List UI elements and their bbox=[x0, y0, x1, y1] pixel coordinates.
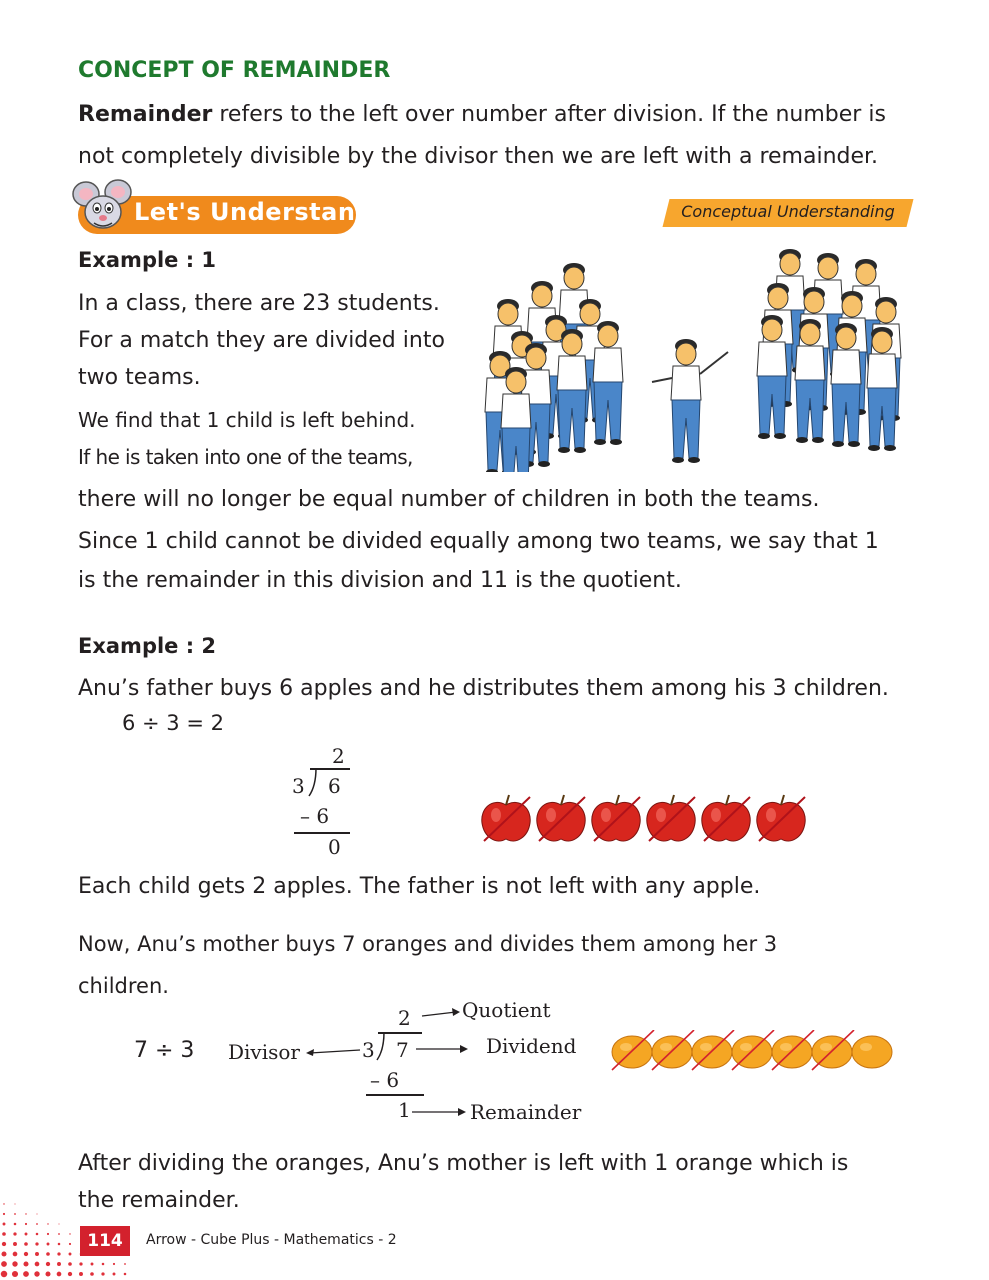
right-team-group bbox=[757, 249, 901, 451]
remainder-label: Remainder bbox=[470, 1100, 582, 1124]
orange-icon bbox=[852, 1036, 892, 1068]
divisor-arrow-icon bbox=[304, 1040, 362, 1060]
remainder-value-2: 1 bbox=[398, 1098, 411, 1122]
remainder-term: Remainder bbox=[78, 102, 213, 127]
dividend-value-2: 7 bbox=[396, 1038, 409, 1062]
divisor-label: Divisor bbox=[228, 1040, 300, 1064]
footer-book-title: Arrow - Cube Plus - Mathematics - 2 bbox=[146, 1232, 397, 1248]
apple-icon bbox=[537, 795, 585, 841]
dividend-label: Dividend bbox=[486, 1034, 577, 1058]
section-heading: CONCEPT OF REMAINDER bbox=[78, 58, 391, 83]
subtract-value-2: – 6 bbox=[370, 1068, 400, 1092]
apple-icon bbox=[757, 795, 805, 841]
apple-icon bbox=[482, 795, 530, 841]
divisor-value-2: 3 bbox=[362, 1038, 375, 1062]
example-1-line: In a class, there are 23 students. bbox=[78, 291, 440, 316]
orange-icon bbox=[692, 1030, 734, 1070]
quotient-label: Quotient bbox=[462, 998, 551, 1022]
dividend-value: 6 bbox=[328, 774, 341, 798]
remainder-arrow-icon bbox=[410, 1102, 468, 1118]
orange-icon bbox=[812, 1030, 854, 1070]
intro-line-2: not completely divisible by the divisor then we are left with a remainder. bbox=[78, 144, 879, 169]
division-bracket-icon bbox=[376, 1032, 386, 1062]
orange-icon bbox=[612, 1030, 654, 1070]
division-bracket-icon bbox=[308, 768, 318, 798]
remainder-value: 0 bbox=[328, 835, 341, 859]
example-1-line: is the remainder in this division and 11 is the quotient. bbox=[78, 568, 682, 593]
subtract-line bbox=[294, 832, 350, 834]
divisor-value: 3 bbox=[292, 774, 305, 798]
page-number-badge: 114 bbox=[80, 1226, 130, 1256]
example-1-line: If he is taken into one of the teams, bbox=[78, 445, 413, 469]
apples-row bbox=[478, 787, 808, 847]
mouse-mascot-icon bbox=[72, 178, 134, 236]
intro-line-1 bbox=[78, 96, 928, 133]
example-2-line-1: Anu’s father buys 6 apples and he distributes them among his 3 children. bbox=[78, 676, 889, 701]
lets-understand-label: Let's Understand bbox=[134, 198, 374, 226]
example-1-line: We find that 1 child is left behind. bbox=[78, 408, 416, 432]
orange-icon bbox=[772, 1030, 814, 1070]
example-1-title: Example : 1 bbox=[78, 248, 217, 272]
quotient-arrow-icon bbox=[420, 1006, 462, 1022]
quotient-value-2: 2 bbox=[398, 1006, 411, 1030]
students-illustration bbox=[472, 232, 912, 472]
left-team-group bbox=[485, 263, 623, 472]
orange-icon bbox=[732, 1030, 774, 1070]
subtract-value: – 6 bbox=[300, 804, 330, 828]
conceptual-understanding-label: Conceptual Understanding bbox=[681, 202, 895, 221]
orange-icon bbox=[652, 1030, 694, 1070]
oranges-row bbox=[608, 1030, 898, 1080]
apple-icon bbox=[702, 795, 750, 841]
example-1-line: Since 1 child cannot be divided equally among two teams, we say that 1 bbox=[78, 529, 879, 554]
example-2-line-2: Each child gets 2 apples. The father is not left with any apple. bbox=[78, 874, 761, 899]
example-2-title: Example : 2 bbox=[78, 634, 217, 658]
example-2-line-4: children. bbox=[78, 974, 169, 998]
example-1-line: there will no longer be equal number of children in both the teams. bbox=[78, 487, 820, 512]
example-2-line-3: Now, Anu’s mother buys 7 oranges and divides them among her 3 bbox=[78, 932, 778, 956]
conclusion-line-2: the remainder. bbox=[78, 1188, 240, 1213]
apple-icon bbox=[592, 795, 640, 841]
orange-equation: 7 ÷ 3 bbox=[134, 1038, 195, 1063]
dividend-arrow-icon bbox=[414, 1040, 470, 1056]
long-division-apples bbox=[280, 740, 360, 860]
intro-line-1-text: refers to the left over number after division. If the number is bbox=[212, 102, 886, 127]
apple-icon bbox=[647, 795, 695, 841]
subtract-line-2 bbox=[366, 1094, 424, 1096]
conclusion-line-1: After dividing the oranges, Anu’s mother is left with 1 orange which is bbox=[78, 1151, 849, 1176]
apple-equation: 6 ÷ 3 = 2 bbox=[122, 711, 224, 735]
center-child bbox=[652, 339, 728, 463]
quotient-value: 2 bbox=[332, 744, 345, 768]
example-1-line: two teams. bbox=[78, 365, 201, 390]
example-1-line: For a match they are divided into bbox=[78, 328, 445, 353]
